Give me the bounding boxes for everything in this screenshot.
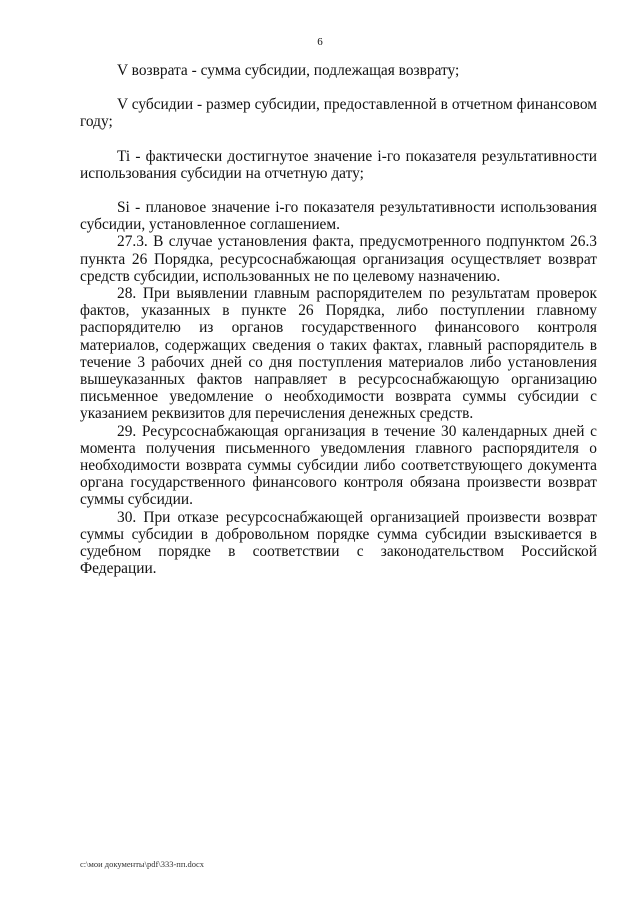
paragraph-29: 29. Ресурсоснабжающая организация в течение 30 календарных дней с момента получения письменного уведомления главного распорядителя о необходимости возврата суммы субсидии либо соответствующего документа органа государственного финансового контроля обязана произвести возврат суммы субсидии.	[80, 422, 597, 509]
document-body	[80, 62, 597, 577]
paragraph-ti: Ti - фактически достигнутое значение i-го показателя результативности использования субсидии на отчетную дату;	[80, 147, 597, 182]
paragraph-v-return: V возврата - сумма субсидии, подлежащая возврату;	[117, 62, 460, 79]
paragraph-si: Si - плановое значение i-го показателя результативности использования субсидии, установленное соглашением.	[80, 199, 597, 234]
paragraph-27-3: 27.3. В случае установления факта, предусмотренного подпунктом 26.3 пункта 26 Порядка, ресурсоснабжающая организация осуществляет возврат средств субсидии, использованных не по целевому назначению.	[80, 233, 597, 285]
paragraph-30: 30. При отказе ресурсоснабжающей организацией произвести возврат суммы субсидии в добровольном порядке сумма субсидии взыскивается в судебном порядке в соответствии с законодательством Российской Федерации.	[80, 508, 597, 578]
paragraph-v-subsidy: V субсидии - размер субсидии, предоставленной в отчетном финансовом году;	[80, 96, 597, 131]
paragraph-28: 28. При выявлении главным распорядителем по результатам проверок фактов, указанных в пункте 26 Порядка, либо поступлении главному распорядителю из органов государственного финансового контроля материалов, содержащих сведения о таких фактах, главный распорядитель в течение 3 рабочих дней со дня поступления материалов либо установления вышеуказанных фактов направляет в ресурсоснабжающую организацию письменное уведомление о необходимости возврата суммы субсидии с указанием реквизитов для перечисления денежных средств.	[80, 285, 597, 423]
page-number: 6	[317, 36, 323, 48]
footer-file-path: c:\мои документы\pdf\333-пп.docx	[80, 859, 205, 869]
